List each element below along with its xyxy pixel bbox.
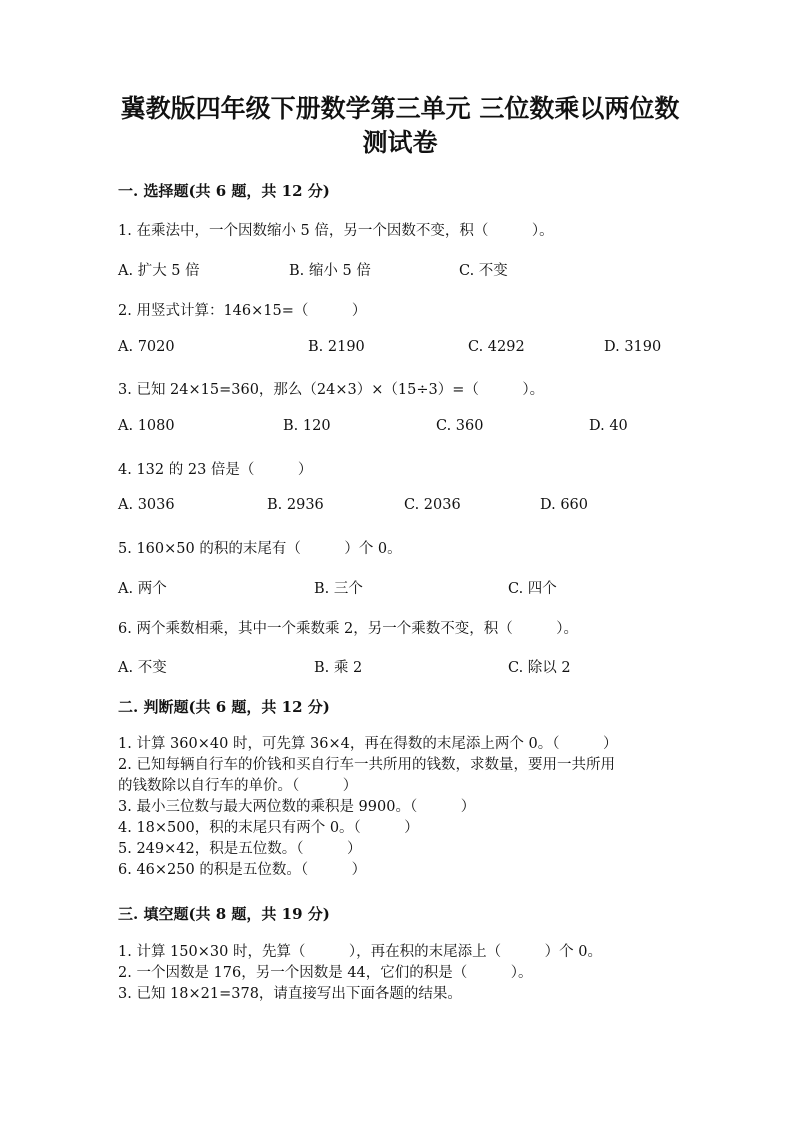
question-text: 2. 用竖式计算：146×15=（ ） <box>118 303 367 319</box>
judge-item: 4. 18×500，积的末尾只有两个 0。（ ） <box>118 820 419 836</box>
judge-item: 6. 46×250 的积是五位数。（ ） <box>118 862 367 878</box>
option-c[interactable]: C. 2036 <box>404 497 461 513</box>
section-heading-judge: 二. 判断题(共 6 题，共 12 分) <box>118 698 330 716</box>
page-title <box>80 92 720 160</box>
option-d[interactable]: D. 40 <box>589 418 628 434</box>
option-b[interactable]: B. 三个 <box>314 581 363 597</box>
judge-item: 1. 计算 360×40 时，可先算 36×4，再在得数的末尾添上两个 0。（ ） <box>118 736 618 752</box>
section-heading-choice: 一. 选择题(共 6 题，共 12 分) <box>118 182 330 200</box>
question-text: 3. 已知 24×15=360，那么（24×3）×（15÷3）=（ ）。 <box>118 382 545 398</box>
option-b[interactable]: B. 2190 <box>308 339 365 355</box>
option-b[interactable]: B. 缩小 5 倍 <box>289 263 371 279</box>
question-text: 6. 两个乘数相乘，其中一个乘数乘 2，另一个乘数不变，积（ ）。 <box>118 621 579 637</box>
judge-item-continued: 的钱数除以自行车的单价。（ ） <box>118 778 358 794</box>
title-line-2: 测试卷 <box>362 128 438 157</box>
fill-item: 3. 已知 18×21=378，请直接写出下面各题的结果。 <box>118 986 462 1002</box>
option-a[interactable]: A. 1080 <box>118 418 175 434</box>
option-c[interactable]: C. 不变 <box>459 263 508 279</box>
judge-item: 5. 249×42，积是五位数。（ ） <box>118 841 362 857</box>
question-text: 5. 160×50 的积的末尾有（ ）个 0。 <box>118 541 402 557</box>
option-a[interactable]: A. 两个 <box>118 581 167 597</box>
option-d[interactable]: D. 3190 <box>604 339 662 355</box>
question-text: 1. 在乘法中，一个因数缩小 5 倍，另一个因数不变，积（ ）。 <box>118 223 554 239</box>
option-a[interactable]: A. 不变 <box>118 660 167 676</box>
option-a[interactable]: A. 3036 <box>118 497 175 513</box>
fill-item: 1. 计算 150×30 时，先算（ ），再在积的末尾添上（ ）个 0。 <box>118 944 603 960</box>
option-c[interactable]: C. 4292 <box>468 339 525 355</box>
section-heading-fill: 三. 填空题(共 8 题，共 19 分) <box>118 905 330 923</box>
option-c[interactable]: C. 除以 2 <box>508 660 571 676</box>
option-b[interactable]: B. 2936 <box>267 497 324 513</box>
title-line-1: 冀教版四年级下册数学第三单元 三位数乘以两位数 <box>120 94 680 123</box>
option-c[interactable]: C. 360 <box>436 418 484 434</box>
fill-item: 2. 一个因数是 176，另一个因数是 44，它们的积是（ ）。 <box>118 965 533 981</box>
judge-item: 3. 最小三位数与最大两位数的乘积是 9900。（ ） <box>118 799 476 815</box>
option-a[interactable]: A. 扩大 5 倍 <box>118 263 200 279</box>
option-c[interactable]: C. 四个 <box>508 581 557 597</box>
option-d[interactable]: D. 660 <box>540 497 589 513</box>
option-b[interactable]: B. 120 <box>283 418 331 434</box>
option-b[interactable]: B. 乘 2 <box>314 660 363 676</box>
question-text: 4. 132 的 23 倍是（ ） <box>118 462 313 478</box>
option-a[interactable]: A. 7020 <box>118 339 175 355</box>
judge-item: 2. 已知每辆自行车的价钱和买自行车一共所用的钱数，求数量，要用一共所用 <box>118 757 615 773</box>
